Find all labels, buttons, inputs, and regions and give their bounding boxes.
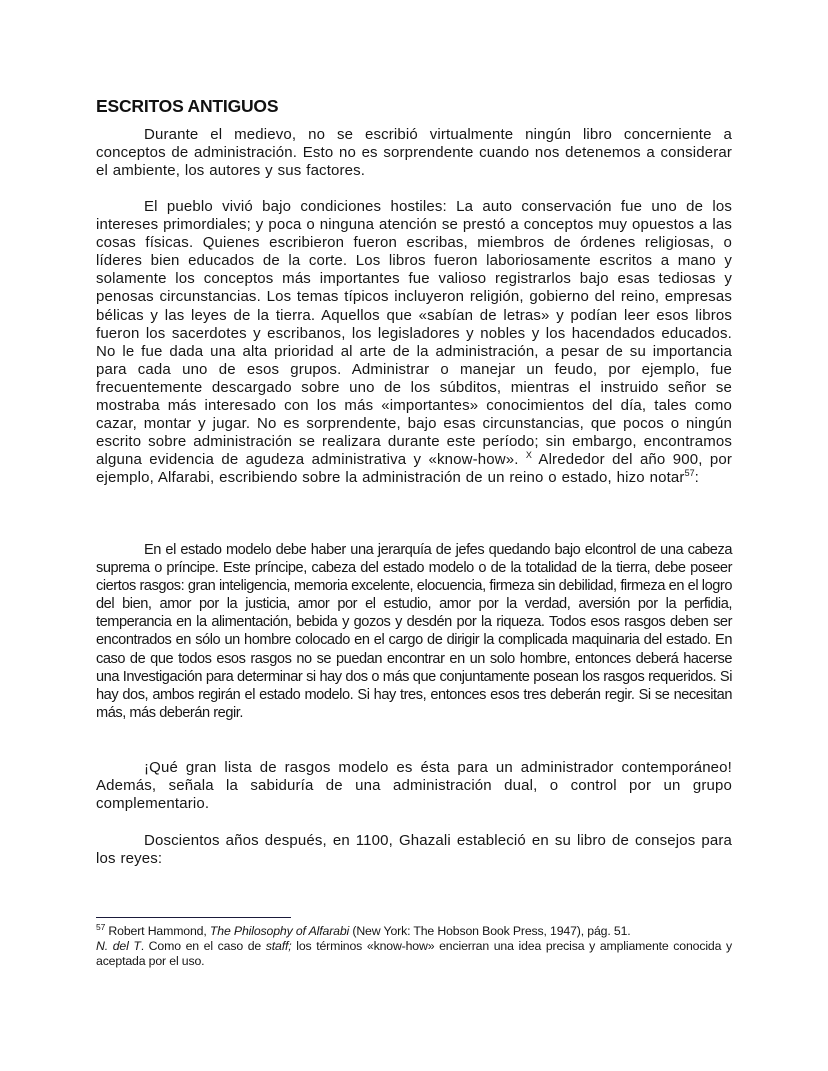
footnote-book-title: The Philosophy of Alfarabi (209, 924, 350, 938)
section-heading: ESCRITOS ANTIGUOS (96, 96, 279, 116)
translator-note-label: N. del T (96, 939, 141, 954)
alfarabi-quote: En el estado modelo debe haber una jerarquía de jefes quedando bajo elcontrol de una cabeza suprema o príncipe. Este príncipe, cabeza del estado modelo o de la totalidad de la tierra, debe poseer ciertos rasgos: gran inteligencia, memoria excelente, elocuencia, firmeza sin debilidad, firmeza en el logro del bien, amor por la justicia, amor por el estudio, amor por la verdad, aversión por la perfidia, temperancia en la alimentación, bebida y gozos y desdén por la riqueza. Todos esos rasgos deben ser encontrados en sólo un hombre colocado en el cargo de dirigir la complicada maquinaria del estado. En caso de que todos esos rasgos no se puedan encontrar en un solo hombre, entonces deberá hacerse una Investigación para determinar si hay dos o más que conjuntamente posean los rasgos requeridos. Si hay dos, ambos regirán el estado modelo. Si hay tres, entonces esos tres deberán regir. Si se necesitan más, más deberán regir. (96, 542, 732, 721)
paragraph-text: El pueblo vivió bajo condiciones hostiles: La auto conservación fue uno de los intereses primordiales; y poca o ninguna atención se prestó a conceptos muy opuestos a las cosas físicas. Quienes escribieron fueron escribas, miembros de órdenes religiosas, o líderes bien educados de la corte. Los libros fueron laboriosamente escritos a mano y solamente los conceptos más importantes fue valioso registrarlos bajo esas tediosas y penosas circunstancias. Los temas típicos incluyeron religión, gobierno del reino, empresas bélicas y las leyes de la tierra. Aquellos que «sabían de letras» y podían leer esos libros fueron los sacerdotes y escribanos, los legisladores y nobles y los hacendados educados. No le fue dada una alta prioridad al arte de la administración, a pesar de su importancia para cada uno de esos grupos. Administrar o manejar un feudo, por ejemplo, fue frecuentemente descargado sobre uno de los súbditos, mientras el instruido señor se mostraba más interesado con los más «importantes» conocimientos del día, tales como cazar, montar y jugar. No es sorprendente, bajo esas circunstancias, que pocos o ningún escrito sobre administración se realizara durante este período; sin embargo, encontramos alguna evidencia de agudeza administrativa y «know-how». (96, 198, 732, 469)
translator-note-marker[interactable]: X (525, 450, 532, 461)
paragraph-intro: Durante el medievo, no se escribió virtualmente ningún libro concerniente a conceptos de administración. Esto no es sorprendente cuando nos detenemos a considerar el ambiente, los autores y sus factores. (96, 126, 732, 180)
footnotes (96, 924, 732, 970)
paragraph-text: Alrededor del año 900, por ejemplo, Alfarabi, escribiendo sobre la administración de un reino o estado, hizo notar (96, 451, 732, 487)
paragraph-medieval-conditions (96, 198, 732, 488)
footnote-number: 57 (96, 922, 106, 932)
paragraph-ghazali: Doscientos años después, en 1100, Ghazali estableció en su libro de consejos para los reyes: (96, 832, 732, 868)
paragraph-text: : (694, 469, 699, 487)
footnote-divider (96, 917, 291, 918)
translator-note-text: los términos «know-how» encierran una idea precisa y ampliamente conocida y aceptada por el uso. (96, 939, 733, 969)
footnote-author: Robert Hammond, (105, 924, 210, 938)
footnote-ref-57[interactable]: 57 (684, 468, 695, 479)
translator-note-text: . Como en el caso de (140, 939, 266, 954)
translator-note (96, 939, 732, 969)
translator-note-term: staff; (265, 939, 292, 954)
paragraph-commentary: ¡Qué gran lista de rasgos modelo es ésta para un administrador contemporáneo! Además, señala la sabiduría de una administración dual, o control por un grupo complementario. (96, 759, 732, 813)
footnote-publication: (New York: The Hobson Book Press, 1947), pág. 51. (349, 924, 631, 938)
footnote-57 (96, 924, 732, 939)
